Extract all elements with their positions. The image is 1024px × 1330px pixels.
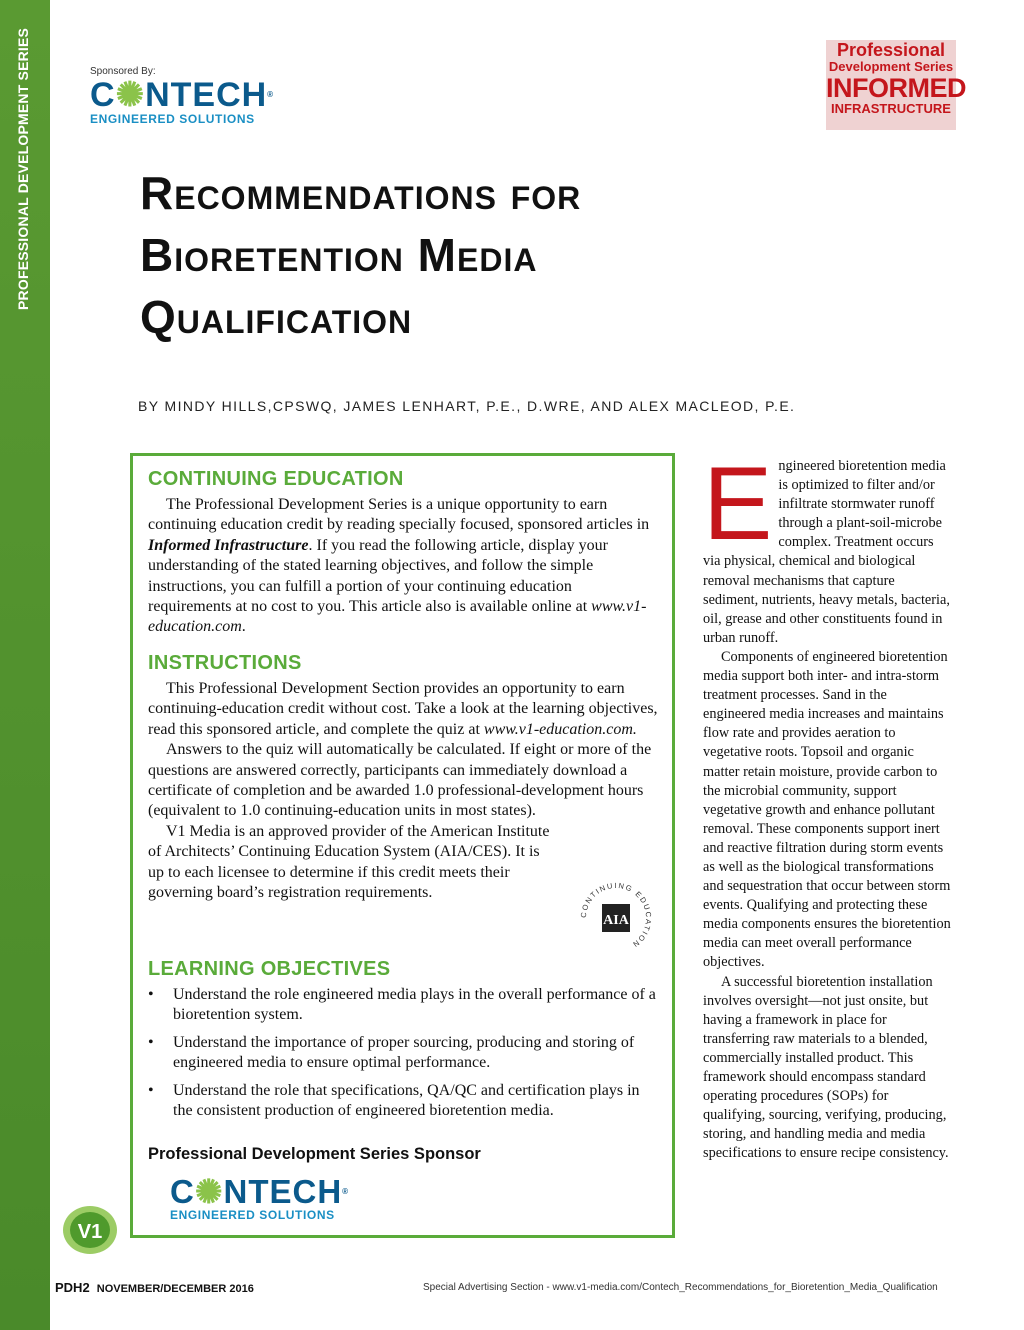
contech-logo-tagline: ENGINEERED SOLUTIONS xyxy=(90,112,255,126)
learning-objectives-list xyxy=(148,985,663,1128)
drop-cap: E xyxy=(703,446,773,562)
side-bar-label: PROFESSIONAL DEVELOPMENT SERIES xyxy=(15,27,31,310)
byline: BY MINDY HILLS,CPSWQ, JAMES LENHART, P.E., D.WRE, AND ALEX MACLEOD, P.E. xyxy=(138,398,796,414)
sponsored-by-label: Sponsored By: xyxy=(90,66,156,77)
informed-infrastructure-badge xyxy=(826,40,966,130)
page-label: PDH2 xyxy=(55,1280,90,1295)
side-bar xyxy=(0,0,50,1330)
instructions-paragraph-3: V1 Media is an approved provider of the American Institute of Architects’ Continuing Education System (AIA/CES). It is up to each licensee to determine if this credit meets their governing board’s registration requirements. xyxy=(148,822,550,902)
instructions-paragraph-2: Answers to the quiz will automatically be calculated. If eight or more of the questions are answered correctly, participants can immediately download a certificate of completion and be awarded 1.0 professional-development hours (equivalent to 1.0 continuing-education units in most states). xyxy=(148,741,652,820)
title-line-2: Bioretention Media xyxy=(140,229,538,281)
v1-media-badge-icon xyxy=(62,1205,118,1255)
sunburst-icon: ✺ xyxy=(115,76,146,114)
ce-paragraph: The Professional Development Series is a unique opportunity to earn continuing education credit by reading specially focused, sponsored articles in Informed Infrastructure. If you read the following article, display your understanding of the stated learning objectives, and follow the simple instructions, you can fulfill a portion of your continuing education requirements at no cost to you. This article also is available online at www.v1-education.com. xyxy=(148,496,650,636)
ce-url-link[interactable]: www.v1-education.com xyxy=(148,598,647,636)
magazine-name: Informed Infrastructure xyxy=(148,536,309,554)
contech-logo-word: C✺NTECH® xyxy=(170,1173,350,1210)
seal-ring-text: CONTINUING EDUCATION xyxy=(578,880,654,950)
instructions-heading: INSTRUCTIONS xyxy=(148,652,302,674)
aia-ces-seal-icon xyxy=(578,880,654,956)
body-paragraph-1: Engineered bioretention media is optimized to filter and/or infiltrate stormwater runoff through a plant-soil-microbe complex. Treatment occurs via physical, chemical and biological removal mechanisms that capture sediment, nutrients, heavy metals, bacteria, oil, grease and other constituents found in urban runoff. xyxy=(703,446,950,646)
sunburst-icon: ✺ xyxy=(194,1173,224,1210)
body-paragraph-3: A successful bioretention installation involves oversight—not just onsite, but having a framework in place for transferring raw materials to a blended, commercially installed product. This framework should encompass standard operating procedures (SOPs) for qualifying, sourcing, verifying, producing, storing, and handling media and media specifications to ensure recipe consistency. xyxy=(703,973,949,1162)
title-line-3: Qualification xyxy=(140,291,413,343)
ce-heading: CONTINUING EDUCATION xyxy=(148,468,404,490)
body-paragraph-2: Components of engineered bioretention media support both inter- and intra-storm treatment processes. Sand in the engineered media increases and maintains flow rate and provides aeration to vegetative roots. Topsoil and organic matter retain moisture, provide carbon to the microbial community, support vegetative growth and enhance pollutant removal. These components support inert and reactive filtration during storm events as well as the biological transformations and sequestration that occur between storm events. Qualifying and protecting these media components ensures the bioretention media can meet overall performance objectives. xyxy=(703,648,951,971)
instructions-text: This Professional Development Section provides an opportunity to earn continuing-education credit without cost. Take a look at the learning objectives, read this sponsored article, and complete the quiz at www.v1-education.com. Answers to the quiz will automatically be calculated. If eight or more of the questions are answered correctly, participants can immediately download a certificate of completion and be awarded 1.0 professional-development hours (equivalent to 1.0 continuing-education units in most states). V1 Media is an approved provider of the American Institute of Architects’ Continuing Education System (AIA/CES). It is up to each licensee to determine if this credit meets their governing board’s registration requirements. xyxy=(148,679,658,903)
badge-line-professional: Professional xyxy=(836,40,946,60)
contech-logo-bottom xyxy=(170,1175,349,1222)
objective-item: • Understand the role that specifications, QA/QC and certification plays in the consistent production of engineered bioretention media. xyxy=(148,1081,663,1122)
v1-badge-text: V1 xyxy=(77,1221,103,1243)
objective-item: • Understand the role engineered media plays in the overall performance of a bioretention system. xyxy=(148,985,663,1026)
footer-url-text: Special Advertising Section - www.v1-media.com/Contech_Recommendations_for_Bioretention_Media_Qualification xyxy=(423,1282,938,1293)
badge-line-informed: INFORMED xyxy=(826,73,966,103)
objective-item: • Understand the importance of proper sourcing, producing and storing of engineered media to ensure optimal performance. xyxy=(148,1033,663,1074)
quiz-url-link[interactable]: www.v1-education.com. xyxy=(483,720,637,738)
contech-logo-word: C✺NTECH® xyxy=(90,76,275,114)
sponsor-heading: Professional Development Series Sponsor xyxy=(148,1145,481,1163)
contech-logo-tagline: ENGINEERED SOLUTIONS xyxy=(170,1208,335,1222)
issue-date: NOVEMBER/DECEMBER 2016 xyxy=(96,1283,254,1295)
learning-objectives-heading: LEARNING OBJECTIVES xyxy=(148,958,391,980)
article-body-column xyxy=(703,446,951,1163)
badge-line-infrastructure: INFRASTRUCTURE xyxy=(831,101,951,116)
article-title xyxy=(140,162,880,348)
badge-line-series: Development Series xyxy=(828,59,954,74)
contech-logo-top xyxy=(90,78,274,126)
title-line-1: Recommendations for xyxy=(140,167,582,219)
seal-center-text: AIA xyxy=(603,913,629,928)
footer-issue xyxy=(55,1280,254,1295)
